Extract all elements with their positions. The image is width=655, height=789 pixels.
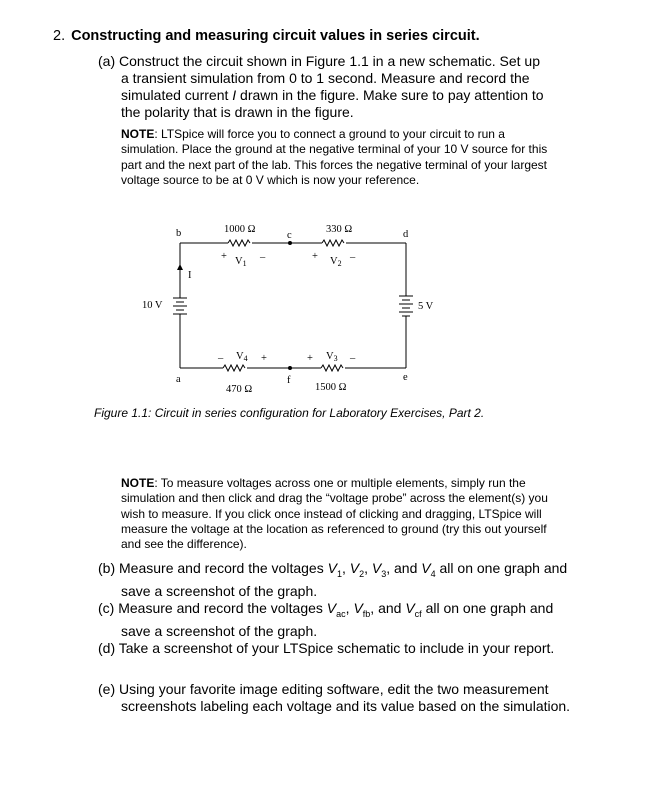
item-a-current-symbol: I <box>232 87 237 103</box>
label-v1: V1 <box>235 256 247 268</box>
v2-plus: + <box>312 251 318 262</box>
node-label-f: f <box>287 375 291 386</box>
item-a-text-1: Construct the circuit shown in Figure 1.1 in a new schematic. Set up a transient simulation from 0 to 1 second. Measure and record the simulated current <box>119 53 540 103</box>
item-a-label: (a) <box>98 53 116 69</box>
note-ground <box>121 127 553 188</box>
v2-minus: – <box>350 252 356 263</box>
note-probe-text: : To measure voltages across one or multiple elements, simply run the simulation and then click and drag the “voltage probe” across the element(s) you wish to measure. If you click once instead of clicking and dragging, LTSpice will measure the voltage at the location as referenced to ground (try this out yourself and see the difference). <box>121 476 548 552</box>
label-r-1500: 1500 Ω <box>315 382 347 393</box>
node-label-c: c <box>287 230 292 241</box>
current-arrow-icon <box>177 264 183 270</box>
v4-minus: – <box>218 353 224 364</box>
resistor-1000 <box>228 240 250 246</box>
note-voltage-probe <box>121 476 553 552</box>
section-heading <box>53 28 480 44</box>
label-v3: V3 <box>326 351 338 363</box>
figure-caption: Figure 1.1: Circuit in series configuration for Laboratory Exercises, Part 2. <box>94 406 485 420</box>
label-r-470: 470 Ω <box>226 384 253 395</box>
node-dot-c <box>288 241 292 245</box>
v1-minus: – <box>260 252 266 263</box>
battery-5v <box>399 296 413 316</box>
node-dot-f <box>288 366 292 370</box>
label-source-5v: 5 V <box>418 301 434 312</box>
section-number: 2. <box>53 28 66 44</box>
item-a-text-2: drawn in the figure. Make sure to pay attention to the polarity that is drawn in the figure. <box>121 87 544 120</box>
node-label-d: d <box>403 229 409 240</box>
item-c: (c) Measure and record the voltages $V_{ac}$, $V_{fb}$, and $V_{cf}$ all on one graph and save a screenshot of the graph. <box>98 600 554 639</box>
v1-plus: + <box>221 251 227 262</box>
item-e: (e) Using your favorite image editing software, edit the two measurement screenshots labeling each voltage and its value based on the simulation. <box>98 681 571 714</box>
label-r-330: 330 Ω <box>326 224 353 235</box>
node-label-e: e <box>403 372 408 383</box>
item-d: (d) Take a screenshot of your LTSpice schematic to include in your report. <box>98 640 555 656</box>
resistor-1500 <box>321 365 343 371</box>
resistor-330 <box>322 240 344 246</box>
v4-plus: + <box>261 353 267 364</box>
node-label-b: b <box>176 228 182 239</box>
label-v2: V2 <box>330 256 342 268</box>
item-a <box>98 53 550 121</box>
label-v4: V4 <box>236 351 248 363</box>
label-current-i: I <box>188 270 192 281</box>
note-ground-text: : LTSpice will force you to connect a ground to your circuit to run a simulation. Place the ground at the negative terminal of your 10 V source for this part and the next part of the lab. This forces the negative terminal of your largest voltage source to be at 0 V which is now your reference. <box>121 127 548 187</box>
note-ground-label: NOTE <box>121 127 155 141</box>
v3-minus: – <box>350 353 356 364</box>
label-source-10v: 10 V <box>142 300 163 311</box>
section-title: Constructing and measuring circuit values in series circuit. <box>71 28 480 44</box>
v3-plus: + <box>307 353 313 364</box>
battery-10v <box>173 298 187 314</box>
circuit-diagram <box>140 220 460 395</box>
label-r-1000: 1000 Ω <box>224 224 256 235</box>
resistor-470 <box>223 365 245 371</box>
note-probe-label: NOTE <box>121 476 155 490</box>
item-b: (b) Measure and record the voltages $V_1$, $V_2$, $V_3$, and $V_4$ all on one graph and save a screenshot of the graph. <box>98 560 568 599</box>
node-label-a: a <box>176 374 181 385</box>
